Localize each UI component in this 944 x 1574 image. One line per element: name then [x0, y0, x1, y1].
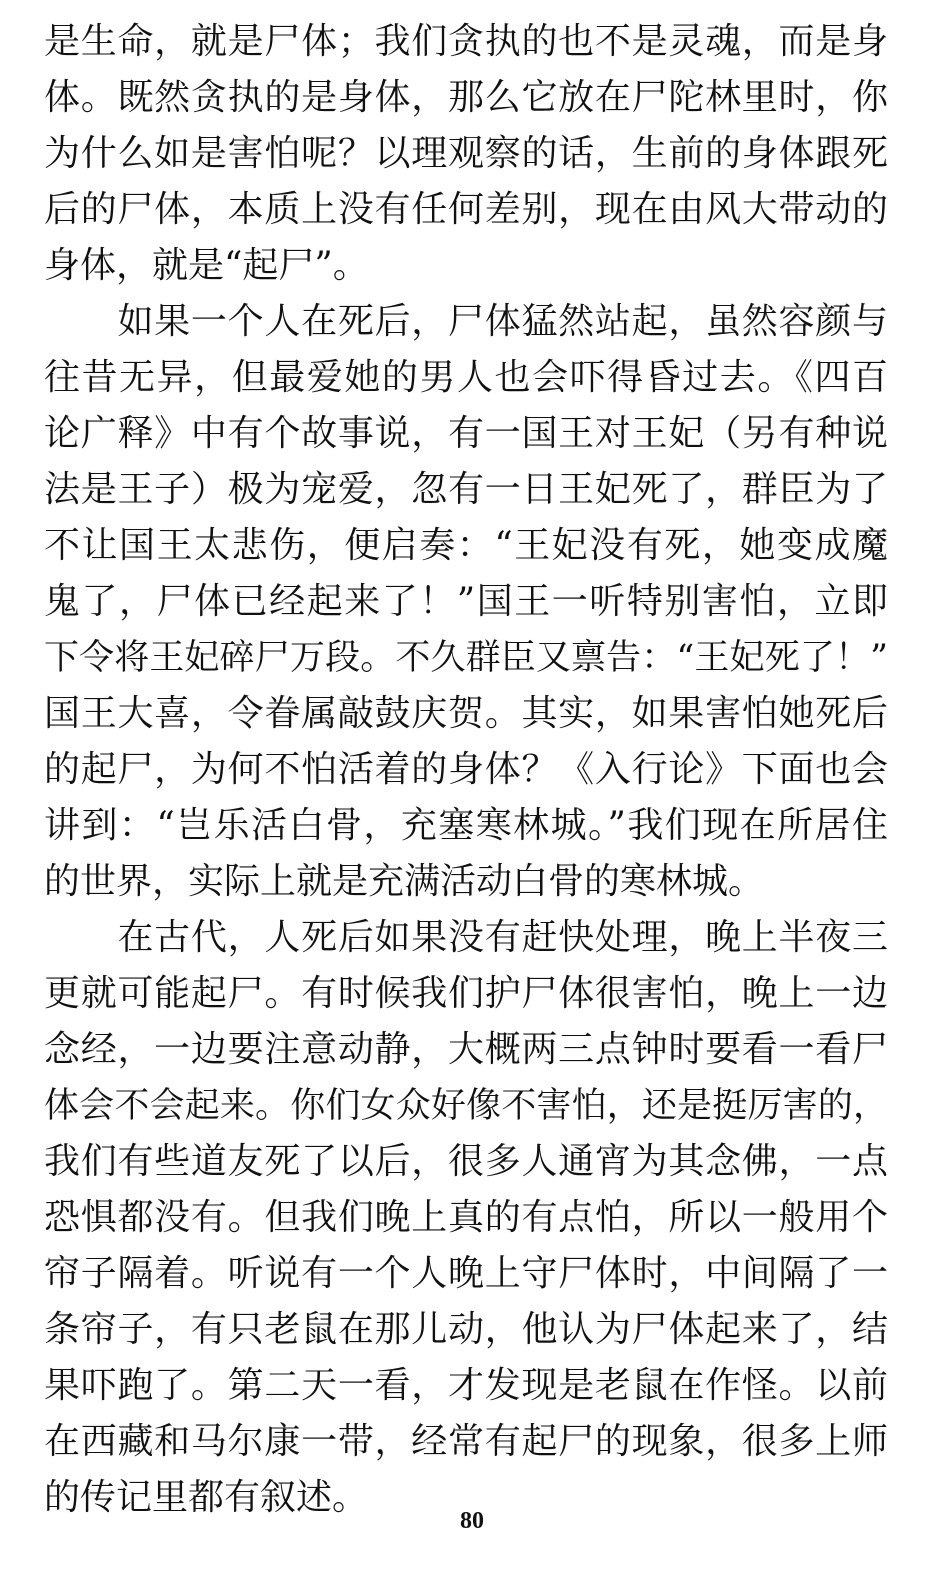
text-line: 在西藏和马尔康一带，经常有起尸的现象，很多上师 — [44, 1421, 888, 1462]
text-line: 讲到：“岂乐活白骨，充塞寒林城。”我们现在所居住 — [44, 805, 888, 846]
text-line: 身体，就是“起尸”。 — [44, 245, 369, 286]
text-line: 的起尸，为何不怕活着的身体？《入行论》下面也会 — [44, 749, 888, 790]
text-line: 的传记里都有叙述。 — [44, 1477, 369, 1518]
text-line: 论广释》中有个故事说，有一国王对王妃（另有种说 — [44, 413, 888, 454]
text-line: 鬼了，尸体已经起来了！”国王一听特别害怕，立即 — [44, 581, 888, 622]
text-line: 念经，一边要注意动静，大概两三点钟时要看一看尸 — [44, 1029, 888, 1070]
text-line: 帘子隔着。听说有一个人晚上守尸体时，中间隔了一 — [44, 1253, 888, 1294]
page-number: 80 — [460, 1508, 484, 1534]
text-line: 更就可能起尸。有时候我们护尸体很害怕，晚上一边 — [44, 973, 888, 1014]
body-text — [44, 14, 888, 1526]
text-line: 国王大喜，令眷属敲鼓庆贺。其实，如果害怕她死后 — [44, 693, 888, 734]
text-line: 的世界，实际上就是充满活动白骨的寒林城。 — [44, 861, 765, 902]
text-line: 条帘子，有只老鼠在那儿动，他认为尸体起来了，结 — [44, 1309, 888, 1350]
text-line: 不让国王太悲伤，便启奏：“王妃没有死，她变成魔 — [44, 525, 888, 566]
text-line: 为什么如是害怕呢？以理观察的话，生前的身体跟死 — [44, 133, 888, 174]
text-line: 恐惧都没有。但我们晚上真的有点怕，所以一般用个 — [44, 1197, 888, 1238]
text-line: 往昔无异，但最爱她的男人也会吓得昏过去。《四百 — [44, 357, 888, 398]
text-line: 我们有些道友死了以后，很多人通宵为其念佛，一点 — [44, 1141, 888, 1182]
text-line: 体会不会起来。你们女众好像不害怕，还是挺厉害的， — [44, 1086, 888, 1126]
text-line: 是生命，就是尸体；我们贪执的也不是灵魂，而是身 — [44, 21, 888, 62]
text-line: 下令将王妃碎尸万段。不久群臣又禀告：“王妃死了！” — [44, 638, 888, 678]
text-line: 体。既然贪执的是身体，那么它放在尸陀林里时，你 — [44, 77, 888, 118]
text-line: 如果一个人在死后，尸体猛然站起，虽然容颜与 — [44, 301, 888, 342]
text-line: 果吓跑了。第二天一看，才发现是老鼠在作怪。以前 — [44, 1365, 888, 1406]
text-line: 法是王子）极为宠爱，忽有一日王妃死了，群臣为了 — [44, 469, 888, 510]
text-line: 后的尸体，本质上没有任何差别，现在由风大带动的 — [44, 189, 888, 230]
text-line: 在古代，人死后如果没有赶快处理，晚上半夜三 — [44, 917, 888, 958]
